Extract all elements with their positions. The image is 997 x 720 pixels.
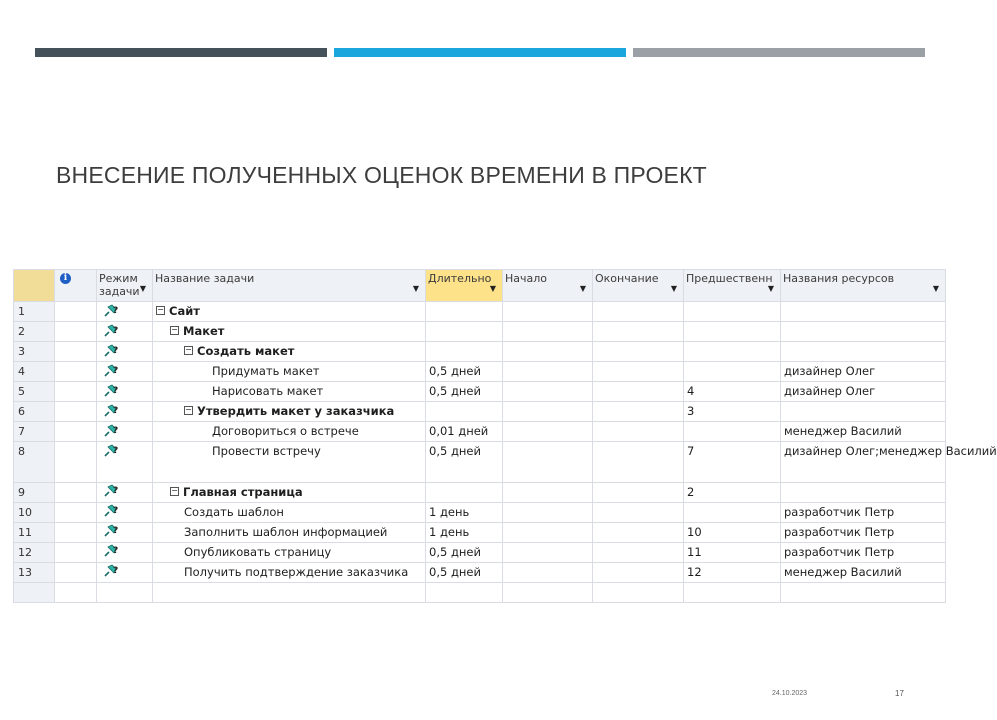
collapse-minus-icon[interactable]: − [171,325,178,335]
table-row[interactable] [14,522,946,542]
start-cell[interactable] [503,482,593,502]
slide-date: 24.10.2023 [772,690,808,697]
row-number[interactable] [14,582,55,602]
start-cell[interactable] [503,442,593,482]
start-cell[interactable] [503,382,593,402]
task-name: Сайт [169,304,200,318]
task-name-cell[interactable] [153,502,426,522]
info-cell[interactable] [55,442,97,482]
column-header-info[interactable] [55,270,97,302]
table-row[interactable] [14,542,946,562]
task-name-cell[interactable] [153,562,426,582]
dropdown-arrow-icon[interactable]: ▼ [139,284,146,293]
column-header-predecessors-label: Предшественн [686,272,773,285]
duration-cell[interactable]: 1 день [426,502,503,522]
collapse-minus-icon[interactable]: − [185,345,192,355]
resources-cell[interactable]: дизайнер Олег [781,362,946,382]
collapse-minus-icon[interactable]: − [185,405,192,415]
manual-schedule-pin-icon: ? [103,384,121,400]
task-name-cell[interactable] [153,442,426,482]
task-mode-cell[interactable] [97,542,153,562]
resources-cell[interactable]: дизайнер Олег;менеджер Василий [781,442,946,482]
task-mode-cell[interactable] [97,362,153,382]
dropdown-arrow-icon[interactable]: ▼ [412,284,419,293]
info-icon: i [60,273,71,284]
row-number[interactable]: 10 [14,502,55,522]
task-name: Главная страница [183,484,303,499]
row-number[interactable]: 2 [14,322,55,342]
row-number[interactable]: 7 [14,422,55,442]
empty-cell[interactable] [503,582,593,602]
finish-cell[interactable] [593,482,684,502]
duration-cell[interactable] [426,342,503,362]
task-name: Создать шаблон [184,504,284,519]
slide-title: ВНЕСЕНИЕ ПОЛУЧЕННЫХ ОЦЕНОК ВРЕМЕНИ В ПРОЕКТ [56,162,707,188]
empty-cell[interactable] [593,582,684,602]
accent-bar-dark [35,48,327,57]
resources-cell[interactable]: разработчик Петр [781,522,946,542]
finish-cell[interactable] [593,362,684,382]
empty-cell[interactable] [426,582,503,602]
task-name: Придумать макет [212,364,320,379]
column-header-resources-label: Названия ресурсов [783,272,895,285]
duration-cell[interactable]: 0,5 дней [426,562,503,582]
task-name: Нарисовать макет [212,384,324,399]
manual-schedule-pin-icon: ? [103,324,121,340]
empty-row[interactable] [14,582,946,602]
predecessors-cell[interactable]: 12 [684,562,781,582]
manual-schedule-pin-icon: ? [103,424,121,440]
task-mode-cell[interactable] [97,302,153,322]
collapse-minus-icon[interactable]: − [171,485,178,495]
duration-cell[interactable]: 0,5 дней [426,442,503,482]
manual-schedule-pin-icon: ? [103,484,121,500]
start-cell[interactable] [503,562,593,582]
finish-cell[interactable] [593,442,684,482]
row-number[interactable]: 13 [14,562,55,582]
manual-schedule-pin-icon: ? [103,404,121,420]
start-cell[interactable] [503,302,593,322]
task-name: Получить подтверждение заказчика [184,564,409,579]
accent-bar-blue [334,48,626,57]
info-cell[interactable] [55,362,97,382]
task-name: Договориться о встрече [212,424,359,439]
row-number[interactable]: 5 [14,382,55,402]
table-row[interactable] [14,402,946,422]
finish-cell[interactable] [593,322,684,342]
start-cell[interactable] [503,522,593,542]
table-row[interactable] [14,422,946,442]
task-grid [13,269,997,603]
manual-schedule-pin-icon: ? [103,444,121,460]
predecessors-cell[interactable]: 11 [684,542,781,562]
task-name-cell[interactable] [153,302,426,322]
predecessors-cell[interactable] [684,342,781,362]
predecessors-cell[interactable]: 4 [684,382,781,402]
manual-schedule-pin-icon: ? [103,524,121,540]
resources-cell[interactable] [781,342,946,362]
duration-cell[interactable]: 0,01 дней [426,422,503,442]
info-cell[interactable] [55,322,97,342]
row-number[interactable]: 6 [14,402,55,422]
resources-cell[interactable]: дизайнер Олег [781,382,946,402]
duration-cell[interactable] [426,302,503,322]
start-cell[interactable] [503,402,593,422]
task-name: Создать макет [197,344,295,359]
table-row[interactable] [14,442,946,482]
task-name-cell[interactable] [153,482,426,502]
column-header-duration[interactable] [426,270,503,302]
resources-cell[interactable] [781,482,946,502]
start-cell[interactable] [503,422,593,442]
task-mode-cell[interactable] [97,562,153,582]
task-mode-cell[interactable] [97,402,153,422]
task-name-cell[interactable] [153,542,426,562]
task-mode-cell[interactable] [97,502,153,522]
empty-cell[interactable] [153,582,426,602]
slide-number: 17 [895,689,904,698]
info-cell[interactable] [55,502,97,522]
column-header-name-label: Название задачи [155,272,255,285]
table-row[interactable] [14,482,946,502]
task-name: Провести встречу [212,444,321,459]
empty-cell[interactable] [97,582,153,602]
column-header-finish[interactable] [593,270,684,302]
task-name: Макет [183,324,225,339]
resources-cell[interactable]: менеджер Василий [781,562,946,582]
task-name: Заполнить шаблон информацией [184,524,388,539]
finish-cell[interactable] [593,382,684,402]
predecessors-cell[interactable] [684,422,781,442]
info-cell[interactable] [55,302,97,322]
resources-cell[interactable] [781,322,946,342]
empty-cell[interactable] [781,582,946,602]
task-mode-cell[interactable] [97,522,153,542]
column-header-start[interactable] [503,270,593,302]
dropdown-arrow-icon[interactable]: ▼ [489,284,496,293]
dropdown-arrow-icon[interactable]: ▼ [767,284,774,293]
manual-schedule-pin-icon: ? [103,544,121,560]
predecessors-cell[interactable] [684,322,781,342]
resources-cell[interactable]: разработчик Петр [781,502,946,522]
resources-cell[interactable] [781,302,946,322]
table-row[interactable] [14,562,946,582]
info-cell[interactable] [55,422,97,442]
empty-cell[interactable] [684,582,781,602]
start-cell[interactable] [503,502,593,522]
finish-cell[interactable] [593,302,684,322]
column-header-mode[interactable] [97,270,153,302]
task-mode-cell[interactable] [97,442,153,482]
table-row[interactable] [14,362,946,382]
header-row [14,270,946,302]
dropdown-arrow-icon[interactable]: ▼ [670,284,677,293]
task-mode-cell[interactable] [97,382,153,402]
table-row[interactable] [14,302,946,322]
resources-cell[interactable] [781,402,946,422]
info-cell[interactable] [55,562,97,582]
info-cell[interactable] [55,522,97,542]
row-number[interactable]: 12 [14,542,55,562]
finish-cell[interactable] [593,502,684,522]
info-cell[interactable] [55,482,97,502]
start-cell[interactable] [503,342,593,362]
row-number[interactable]: 8 [14,442,55,482]
duration-cell[interactable]: 0,5 дней [426,382,503,402]
manual-schedule-pin-icon: ? [103,304,121,320]
select-all-corner[interactable] [14,270,55,302]
task-name-cell[interactable] [153,342,426,362]
column-header-finish-label: Окончание [595,272,659,285]
finish-cell[interactable] [593,342,684,362]
column-header-start-label: Начало [505,272,548,285]
column-header-resources[interactable] [781,270,946,302]
task-name-cell[interactable] [153,522,426,542]
duration-cell[interactable]: 0,5 дней [426,542,503,562]
predecessors-cell[interactable] [684,362,781,382]
duration-cell[interactable]: 1 день [426,522,503,542]
start-cell[interactable] [503,362,593,382]
info-cell[interactable] [55,542,97,562]
duration-cell[interactable] [426,482,503,502]
task-mode-cell[interactable] [97,482,153,502]
predecessors-cell[interactable]: 10 [684,522,781,542]
manual-schedule-pin-icon: ? [103,364,121,380]
task-name-cell[interactable] [153,422,426,442]
info-cell[interactable] [55,402,97,422]
manual-schedule-pin-icon: ? [103,504,121,520]
start-cell[interactable] [503,322,593,342]
column-header-duration-label: Длительно [428,272,492,285]
finish-cell[interactable] [593,402,684,422]
predecessors-cell[interactable] [684,502,781,522]
task-name-cell[interactable] [153,382,426,402]
predecessors-cell[interactable]: 7 [684,442,781,482]
finish-cell[interactable] [593,422,684,442]
column-header-name[interactable] [153,270,426,302]
duration-cell[interactable] [426,402,503,422]
predecessors-cell[interactable] [684,302,781,322]
column-header-mode-label: Режим задачи [99,272,140,298]
row-number[interactable]: 3 [14,342,55,362]
duration-cell[interactable]: 0,5 дней [426,362,503,382]
manual-schedule-pin-icon: ? [103,564,121,580]
start-cell[interactable] [503,542,593,562]
table-row[interactable] [14,322,946,342]
row-number[interactable]: 11 [14,522,55,542]
task-name-cell[interactable] [153,402,426,422]
finish-cell[interactable] [593,522,684,542]
info-cell[interactable] [55,382,97,402]
info-cell[interactable] [55,342,97,362]
finish-cell[interactable] [593,562,684,582]
dropdown-arrow-icon[interactable]: ▼ [932,284,939,293]
table-row[interactable] [14,382,946,402]
empty-cell[interactable] [55,582,97,602]
resources-cell[interactable]: менеджер Василий [781,422,946,442]
task-name: Опубликовать страницу [184,544,332,559]
row-number[interactable]: 1 [14,302,55,322]
dropdown-arrow-icon[interactable]: ▼ [579,284,586,293]
accent-bar-gray [633,48,925,57]
row-number[interactable]: 9 [14,482,55,502]
task-name: Утвердить макет у заказчика [197,404,395,419]
task-rows [14,302,997,603]
task-name-cell[interactable] [153,322,426,342]
duration-cell[interactable] [426,322,503,342]
predecessors-cell[interactable]: 2 [684,482,781,502]
table-row[interactable] [14,502,946,522]
predecessors-cell[interactable]: 3 [684,402,781,422]
task-name-cell[interactable] [153,362,426,382]
task-mode-cell[interactable] [97,322,153,342]
task-mode-cell[interactable] [97,422,153,442]
column-header-predecessors[interactable] [684,270,781,302]
task-mode-cell[interactable] [97,342,153,362]
collapse-minus-icon[interactable]: − [157,305,164,314]
resources-cell[interactable]: разработчик Петр [781,542,946,562]
finish-cell[interactable] [593,542,684,562]
manual-schedule-pin-icon: ? [103,344,121,360]
row-number[interactable]: 4 [14,362,55,382]
table-row[interactable] [14,342,946,362]
